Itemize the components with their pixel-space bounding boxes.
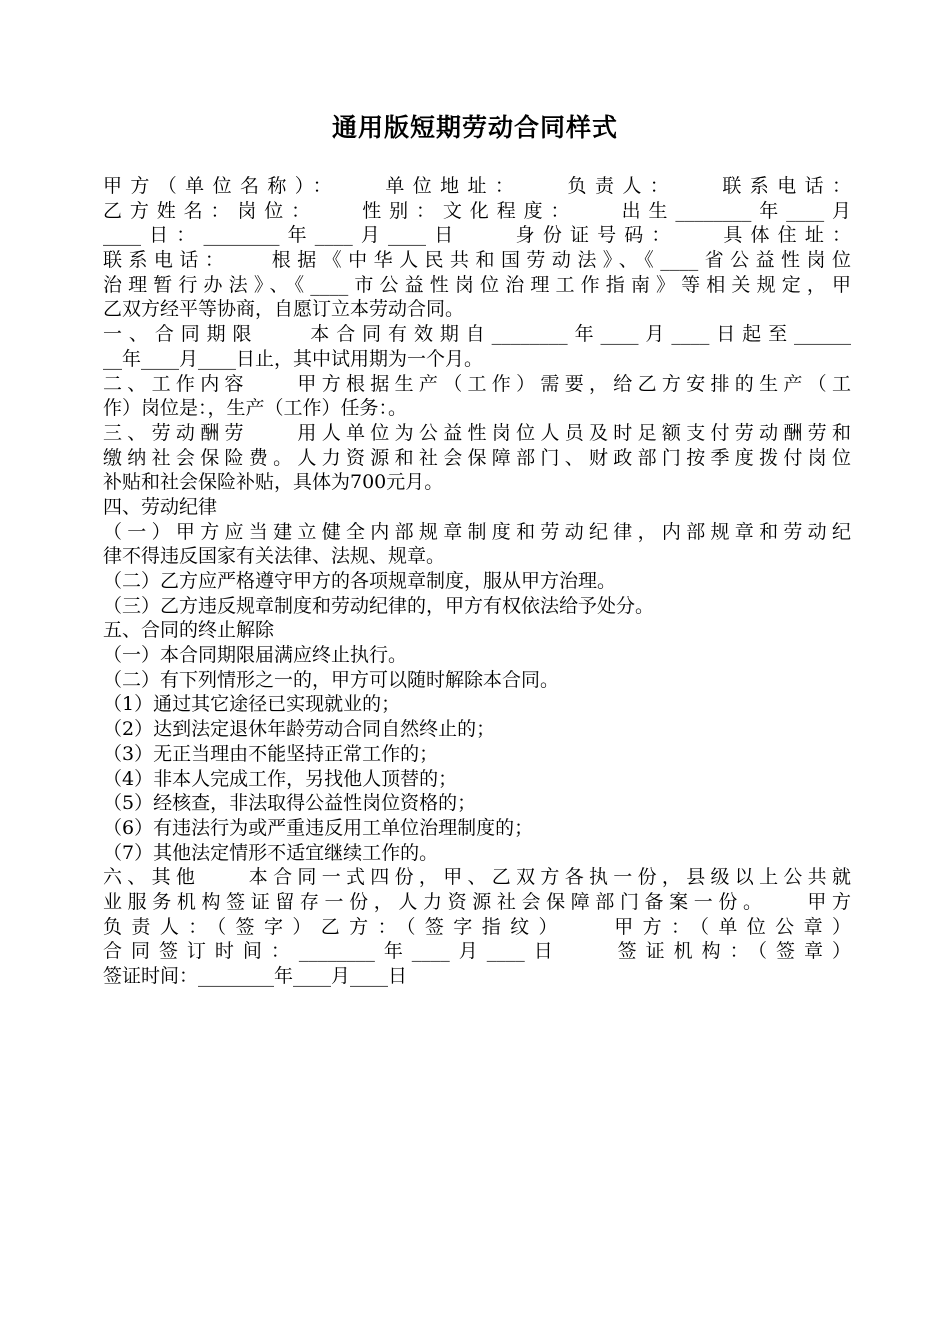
body-line: （一）甲方应当建立健全内部规章制度和劳动纪律，内部规章和劳动纪 [103, 520, 851, 543]
signature-line: 合同签订时间：________年____月____日 签证机构：（签章） [103, 940, 851, 963]
body-line: ____日：________年____月____日 身份证号码： 具体住址： [103, 224, 851, 247]
body-line: 二、工作内容 甲方根据生产（工作）需要，给乙方安排的生产（工 [103, 372, 851, 395]
list-item: （1）通过其它途径已实现就业的； [103, 693, 401, 716]
body-line: 缴纳社会保险费。人力资源和社会保障部门、财政部门按季度拨付岗位 [103, 446, 851, 469]
section-heading: 四、劳动纪律 [103, 495, 218, 518]
document-body [103, 174, 851, 989]
list-item: （2）达到法定退休年龄劳动合同自然终止的； [103, 718, 496, 741]
body-line: 联系电话： 根据《中华人民共和国劳动法》、《____省公益性岗位 [103, 249, 851, 272]
section-heading: 五、合同的终止解除 [103, 619, 275, 642]
list-item: （3）无正当理由不能坚持正常工作的； [103, 742, 439, 765]
body-line: （一）本合同期限届满应终止执行。 [103, 644, 408, 667]
body-line: 律不得违反国家有关法律、法规、规章。 [103, 545, 446, 568]
body-line: 甲方（单位名称）： 单位地址： 负责人： 联系电话： [103, 175, 851, 197]
body-line: 补贴和社会保险补贴，具体为700元月。 [103, 471, 444, 494]
list-item: （4）非本人完成工作，另找他人顶替的； [103, 767, 458, 790]
body-line: 治理暂行办法》、《____市公益性岗位治理工作指南》等相关规定，甲 [103, 273, 851, 296]
body-line: （二）乙方应严格遵守甲方的各项规章制度，服从甲方治理。 [103, 570, 617, 592]
body-line: 乙双方经平等协商，自愿订立本劳动合同。 [103, 298, 465, 321]
signature-line: 负责人：（签字）乙方：（签字指纹） 甲方：（单位公章） [103, 915, 851, 938]
body-line: （三）乙方违反规章制度和劳动纪律的，甲方有权依法给予处分。 [103, 594, 655, 617]
body-line: 业服务机构签证留存一份，人力资源社会保障部门备案一份。 甲方 [103, 890, 851, 913]
list-item: （5）经核查，非法取得公益性岗位资格的； [103, 792, 477, 815]
body-line: 三、劳动酬劳 用人单位为公益性岗位人员及时足额支付劳动酬劳和 [103, 421, 851, 444]
body-line: 六、其他 本合同一式四份，甲、乙双方各执一份，县级以上公共就 [103, 866, 851, 889]
body-line: __年____月____日止，其中试用期为一个月。 [103, 347, 484, 370]
body-line: （二）有下列情形之一的，甲方可以随时解除本合同。 [103, 668, 560, 691]
document-title: 通用版短期劳动合同样式 [331, 113, 618, 142]
body-line: 一、合同期限 本合同有效期自________年____月____日起至______ [103, 323, 851, 346]
body-line: 作）岗位是：，生产（工作）任务：。 [103, 397, 408, 420]
signature-line: 签证时间：________年____月____日 [103, 965, 408, 987]
body-line: 乙方姓名：岗位： 性别：文化程度： 出生________年____月 [103, 199, 851, 222]
list-item: （7）其他法定情形不适宜继续工作的。 [103, 841, 439, 864]
list-item: （6）有违法行为或严重违反用工单位治理制度的； [103, 816, 534, 839]
